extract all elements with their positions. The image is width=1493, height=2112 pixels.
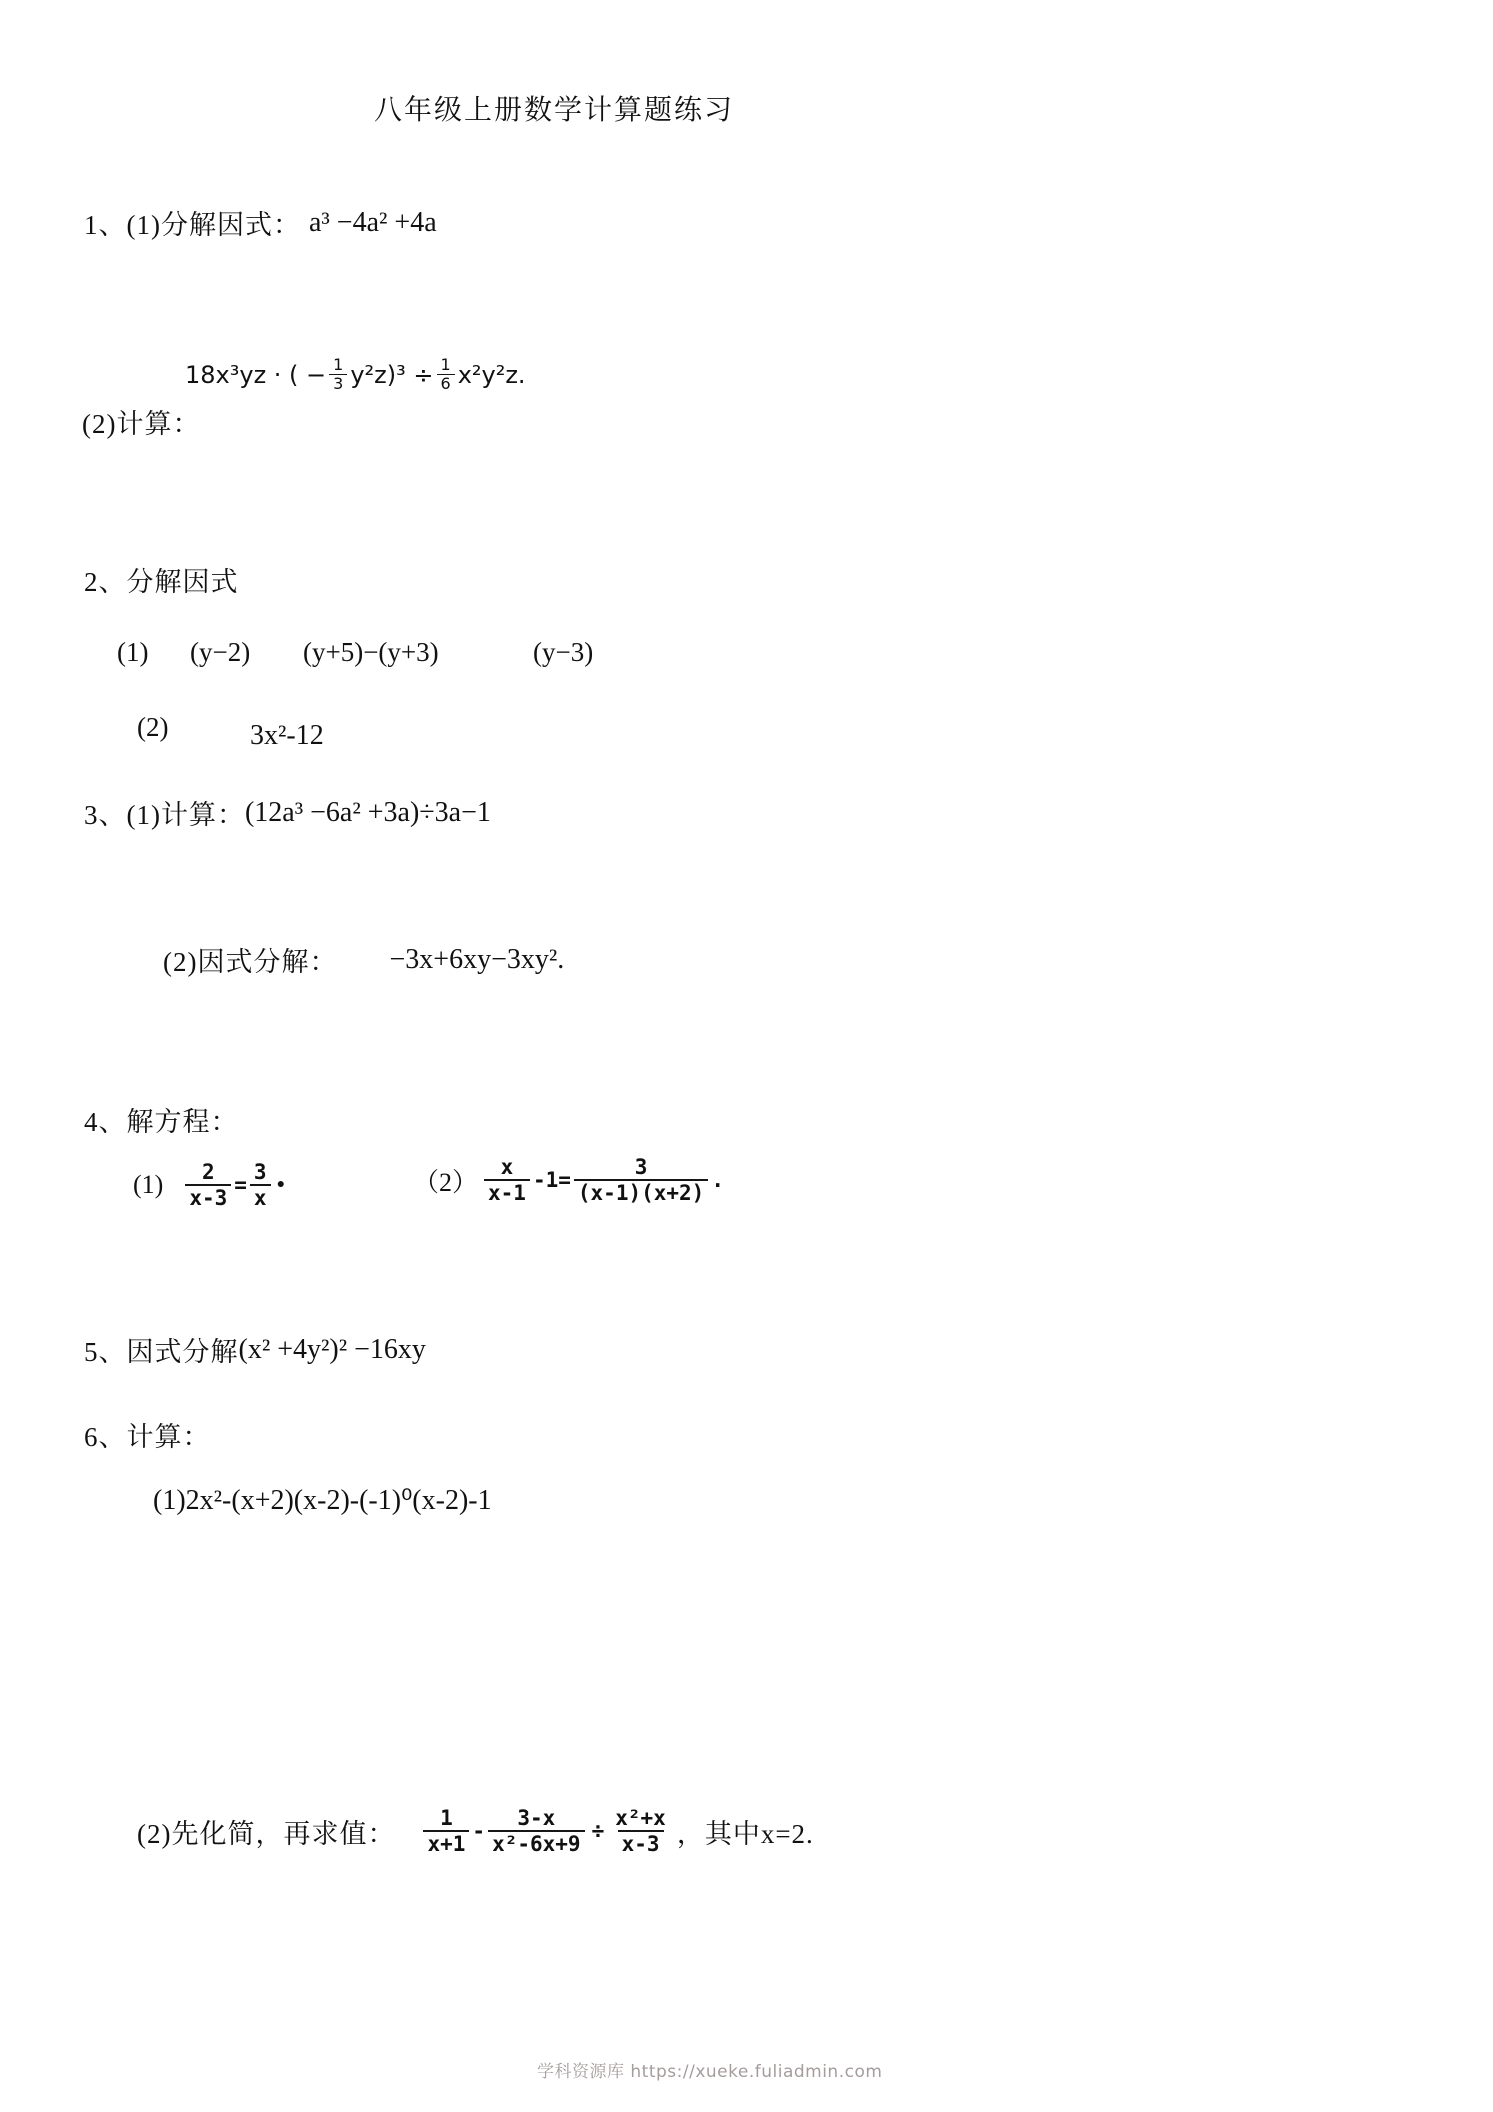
q3-part1-expression: (12a³ −6a² +3a)÷3a−1: [244, 796, 491, 828]
q4-eq1-label: (1): [133, 1170, 164, 1200]
q4-equation-2: [413, 1155, 724, 1205]
equation-middle: -1=: [532, 1168, 571, 1193]
fraction: [250, 1160, 271, 1210]
fraction: [484, 1155, 530, 1205]
q1-part1-label: 1、(1)分解因式：: [84, 210, 301, 240]
footer-source-link: 学科资源库 https://xueke.fuliadmin.com: [537, 2062, 883, 2082]
period-dot: ●: [276, 1177, 286, 1193]
fraction: [488, 1806, 585, 1856]
fraction: [574, 1155, 708, 1205]
q2-item1-expression-c: (y−3): [533, 637, 594, 667]
fraction-denominator: 6: [437, 374, 455, 393]
formula-text: x²y²z.: [457, 360, 526, 389]
formula-text: 18x³yz · ( −: [185, 360, 327, 389]
fraction-numerator: 3-x: [517, 1806, 556, 1830]
fraction-numerator: 3: [253, 1160, 267, 1184]
q4-equation-1: [133, 1160, 285, 1210]
fraction-denominator: x: [250, 1184, 271, 1210]
fraction: [437, 356, 455, 394]
fraction-numerator: 1: [440, 1806, 453, 1830]
q4-heading: 4、解方程：: [84, 1107, 239, 1137]
minus-sign: -: [472, 1819, 486, 1844]
q2-item2-label: (2): [137, 712, 169, 742]
period: .: [711, 1168, 724, 1193]
fraction-numerator: 1: [333, 355, 344, 374]
q6-item2-label: (2)先化简，再求值：: [137, 1818, 396, 1849]
q3-part1-label: 3、(1)计算：: [84, 800, 245, 830]
fraction-numerator: x²+x: [615, 1806, 666, 1830]
fraction: [185, 1160, 231, 1210]
q6-item2-line: [137, 1806, 814, 1856]
fraction-denominator: x-3: [185, 1184, 231, 1210]
fraction-denominator: x+1: [423, 1830, 469, 1856]
fraction-denominator: x-1: [484, 1179, 530, 1205]
q4-eq2-label: （2）: [413, 1167, 479, 1197]
q3-part2-expression: −3x+6xy−3xy².: [389, 943, 565, 975]
q2-item1-expression-a: (y−2): [190, 637, 251, 667]
q1-part2-formula: [185, 356, 526, 394]
fraction: [611, 1806, 670, 1856]
q5-expression: (x² +4y²)² −16xy: [238, 1333, 426, 1365]
q1-part2-label: (2)计算：: [82, 409, 201, 439]
fraction-denominator: (x-1)(x+2): [574, 1179, 708, 1205]
q1-part1-line: [84, 203, 437, 242]
q5-label: 5、因式分解: [84, 1337, 239, 1367]
q6-item2-condition: ，其中x=2.: [676, 1818, 814, 1849]
q2-item1-expression-b: (y+5)−(y+3): [303, 637, 439, 667]
fraction-numerator: 3: [634, 1155, 648, 1179]
q2-item1-line: [0, 637, 1493, 677]
fraction-denominator: x²-6x+9: [488, 1830, 585, 1856]
fraction-numerator: 2: [201, 1160, 215, 1184]
q3-part1-line: [84, 793, 491, 832]
q2-heading: 2、分解因式: [84, 567, 239, 597]
q3-part2-line: [163, 940, 564, 979]
fraction-numerator: x: [500, 1155, 514, 1179]
q3-part2-label: (2)因式分解：: [163, 947, 338, 977]
equals-sign: =: [234, 1173, 247, 1198]
fraction-denominator: x-3: [618, 1830, 664, 1856]
q2-item1-label: (1): [117, 637, 149, 667]
q5-line: [84, 1330, 426, 1369]
page-title: 八年级上册数学计算题练习: [373, 95, 734, 126]
fraction: [423, 1806, 469, 1856]
fraction: [329, 356, 347, 394]
formula-text: y²z)³ ÷: [350, 360, 434, 389]
q6-item1-expression: (1)2x²-(x+2)(x-2)-(-1)⁰(x-2)-1: [153, 1485, 492, 1516]
q1-part1-expression: a³ −4a² +4a: [308, 206, 437, 238]
fraction-numerator: 1: [440, 355, 451, 374]
q6-heading: 6、计算：: [84, 1422, 211, 1452]
q2-item2-line: [0, 712, 1493, 756]
divide-sign: ÷: [591, 1819, 605, 1844]
fraction-denominator: 3: [329, 374, 347, 393]
q2-item2-expression: 3x²-12: [250, 720, 324, 751]
